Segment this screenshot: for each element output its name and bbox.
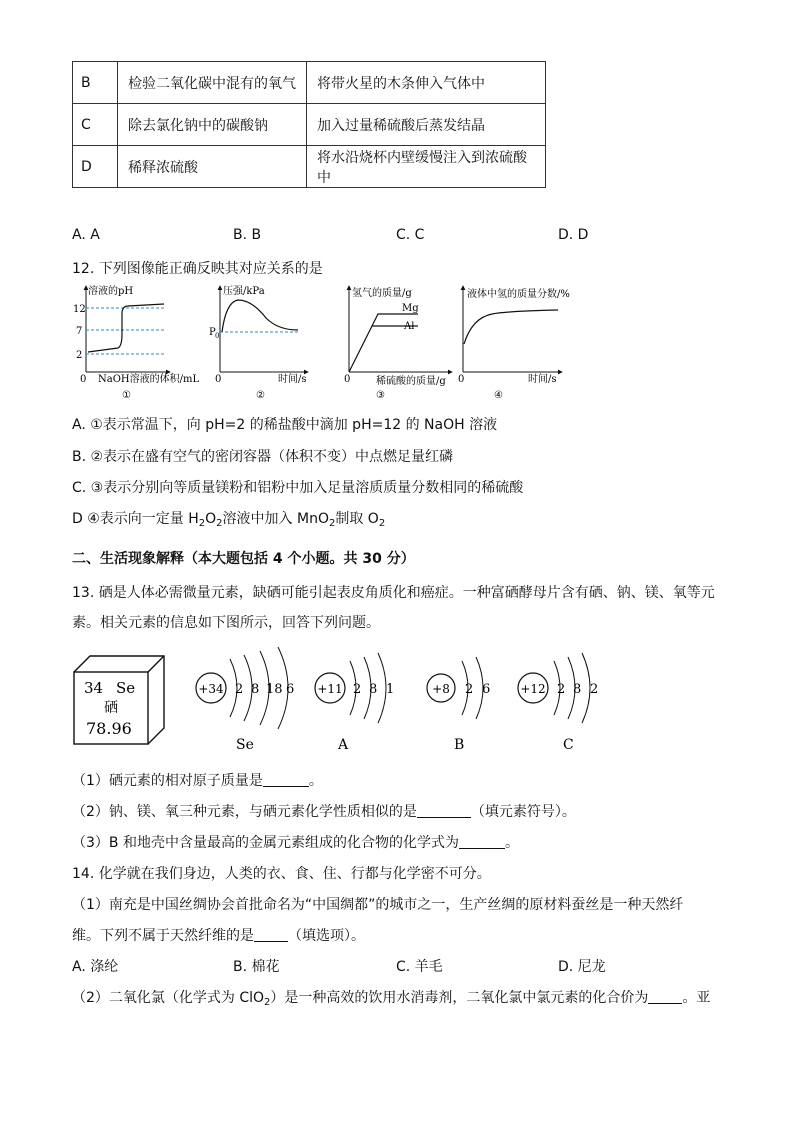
q11-choice-b: B. B [233, 227, 262, 243]
shell: 2 [235, 682, 244, 697]
row-item: 除去氯化钠中的碳酸钠 [118, 104, 307, 146]
q11-choice-c: C. C [396, 227, 425, 243]
d-sub: 2 [216, 518, 223, 529]
nucleus: +34 [198, 682, 224, 696]
text: （1）硒元素的相对原子质量是 [72, 773, 263, 789]
graph3-ylabel: 氢气的质量/g [352, 288, 412, 299]
d-sub: 2 [328, 518, 336, 529]
shell: 2 [590, 682, 599, 697]
shell: 6 [286, 682, 295, 697]
table-row [73, 104, 546, 146]
graph4-origin: 0 [458, 374, 465, 385]
graph1-ylabel: 溶液的pH [88, 286, 134, 297]
graph2-ylabel: 压强/kPa [223, 286, 265, 297]
d-part: 制取 O [335, 511, 379, 527]
atom-a [312, 645, 402, 759]
q14-choice-a: A. 涤纶 [72, 959, 119, 975]
answer-blank[interactable] [417, 816, 471, 818]
answer-blank[interactable] [263, 785, 309, 787]
row-method: 加入过量稀硫酸后蒸发结晶 [307, 104, 546, 146]
q13-sub1 [72, 770, 323, 790]
shell: 8 [369, 682, 378, 697]
graph-3 [340, 284, 460, 408]
graph3-index: ③ [376, 390, 385, 401]
table-row [73, 62, 546, 104]
graph2-p0-sub: 0 [215, 332, 220, 340]
shell: 18 [266, 682, 283, 697]
text: ）是一种高效的饮用水消毒剂，二氧化氯中氯元素的化合价为 [270, 990, 649, 1006]
nucleus: +11 [317, 682, 343, 696]
graph2-p0: P [209, 327, 216, 338]
shell: 8 [573, 682, 582, 697]
row-letter: B [73, 62, 118, 104]
shell: 6 [482, 682, 491, 697]
answer-blank[interactable] [459, 847, 505, 849]
graph2-xlabel: 时间/s [278, 374, 307, 385]
element-symbol: Se [116, 679, 136, 697]
graph1-origin: 0 [80, 374, 87, 385]
text: （2）钠、镁、氧三种元素，与硒元素化学性质相似的是 [72, 804, 417, 820]
shell: 2 [353, 682, 362, 697]
graph2-origin: 0 [215, 374, 222, 385]
graph3-xlabel: 稀硫酸的质量/g [376, 376, 446, 387]
q12-option-b: B. ②表示在盛有空气的密闭容器（体积不变）中点燃足量红磷 [72, 449, 454, 465]
nucleus: +8 [432, 682, 450, 696]
shell: 8 [251, 682, 260, 697]
atom-b [424, 645, 504, 759]
q11-choice-a: A. A [72, 227, 100, 243]
section-heading: 二、生活现象解释（本大题包括 4 个小题。共 30 分） [72, 551, 415, 567]
graph2-index: ② [256, 390, 265, 401]
text: 。 [504, 835, 519, 851]
shell: 2 [465, 682, 474, 697]
q11-choice-d: D. D [558, 227, 589, 243]
row-item: 稀释浓硫酸 [118, 146, 307, 188]
q14-sub1-line1: （1）南充是中国丝绸协会首批命名为“中国绸都”的城市之一，生产丝绸的原材料蚕丝是一种天然纤 [72, 897, 684, 913]
graph1-ytick-7: 7 [76, 326, 83, 337]
element-card-se [70, 652, 170, 752]
q13-line1: 13. 硒是人体必需微量元素，缺硒可能引起表皮角质化和癌症。一种富硒酵母片含有硒、钠、镁、氧等元 [72, 585, 715, 601]
graph1-ytick-12: 12 [73, 304, 86, 315]
row-letter: C [73, 104, 118, 146]
text: 维。下列不属于天然纤维的是 [72, 928, 254, 944]
q14-stem: 14. 化学就在我们身边，人类的衣、食、住、行都与化学密不可分。 [72, 866, 491, 882]
graph3-series-mg: Mg [402, 303, 419, 314]
d-part: O [205, 511, 217, 527]
atom-label: B [454, 737, 465, 753]
q12-option-d [72, 508, 385, 529]
graph-1 [70, 284, 200, 408]
row-letter: D [73, 146, 118, 188]
atom-c [516, 645, 616, 759]
q14-choice-b: B. 棉花 [233, 959, 280, 975]
row-method: 将带火星的木条伸入气体中 [307, 62, 546, 104]
atom-label: A [338, 737, 349, 753]
shell: 1 [386, 682, 395, 697]
q14-sub2 [72, 987, 710, 1008]
row-method: 将水沿烧杯内壁缓慢注入到浓硫酸中 [307, 146, 546, 188]
d-part: D ④表示向一定量 H [72, 511, 199, 527]
q14-choice-c: C. 羊毛 [396, 959, 443, 975]
q14-sub1-line2 [72, 925, 365, 945]
q13-line2: 素。相关元素的信息如下图所示，回答下列问题。 [72, 615, 380, 631]
text: 。亚 [682, 990, 711, 1006]
text: 。 [308, 773, 323, 789]
experiment-table [72, 61, 546, 188]
graph4-xlabel: 时间/s [528, 374, 557, 385]
row-item: 检验二氧化碳中混有的氧气 [118, 62, 307, 104]
nucleus: +12 [520, 682, 546, 696]
d-part: 溶液中加入 MnO [222, 511, 329, 527]
q13-sub2 [72, 801, 576, 821]
graph-4 [458, 284, 598, 408]
sub: 2 [264, 997, 271, 1008]
graph1-xlabel: NaOH溶液的体积/mL [98, 374, 200, 385]
graph3-series-al: Al [404, 321, 415, 332]
q12-stem: 12. 下列图像能正确反映其对应关系的是 [72, 261, 323, 277]
answer-blank[interactable] [648, 1002, 682, 1004]
text: （填选项）。 [288, 928, 365, 944]
answer-blank[interactable] [254, 940, 288, 942]
graph4-ylabel: 液体中氢的质量分数/% [467, 289, 570, 300]
q12-option-a: A. ①表示常温下，向 pH=2 的稀盐酸中滴加 pH=12 的 NaOH 溶液 [72, 417, 498, 433]
atom-se [192, 645, 312, 759]
text: （2）二氧化氯（化学式为 ClO [72, 990, 265, 1006]
table-row [73, 146, 546, 188]
d-sub: 2 [378, 518, 386, 529]
q13-sub3 [72, 832, 519, 852]
shell: 2 [557, 682, 566, 697]
atom-label: C [563, 737, 574, 753]
atom-label: Se [236, 737, 254, 753]
element-number: 34 [84, 679, 104, 697]
d-sub: 2 [198, 518, 206, 529]
text: （3）B 和地壳中含量最高的金属元素组成的化合物的化学式为 [72, 835, 459, 851]
q12-option-c: C. ③表示分别向等质量镁粉和铝粉中加入足量溶质质量分数相同的稀硫酸 [72, 480, 524, 496]
graph3-origin: 0 [344, 374, 351, 385]
element-mass: 78.96 [86, 719, 132, 738]
q14-choice-d: D. 尼龙 [558, 959, 606, 975]
text: （填元素符号）。 [470, 804, 576, 820]
graph4-index: ④ [494, 390, 503, 401]
graph1-index: ① [122, 390, 131, 401]
graph-2 [208, 284, 318, 408]
element-name: 硒 [104, 700, 118, 716]
graph1-ytick-2: 2 [76, 350, 83, 361]
